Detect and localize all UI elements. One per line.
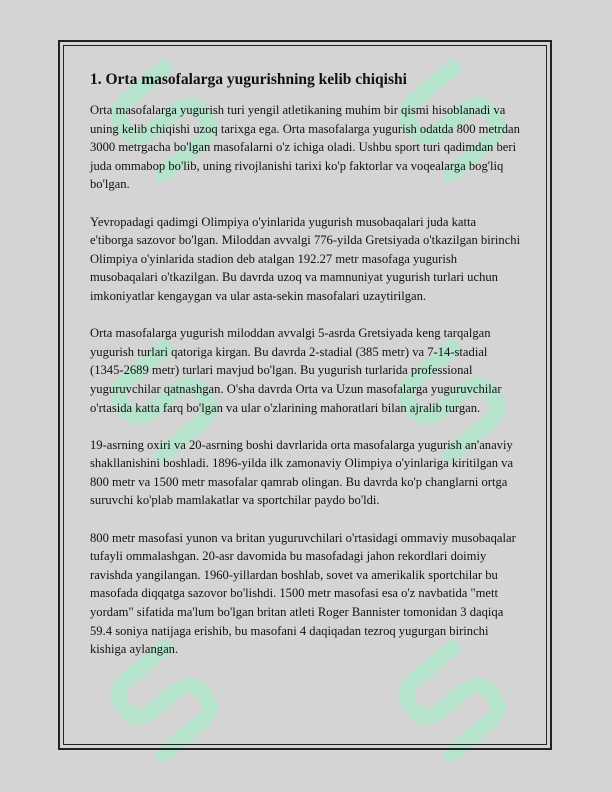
paragraph-1: Orta masofalarga yugurish turi yengil atletikaning muhim bir qismi hisoblanadi va uning kelib chiqishi uzoq tarixga ega. Orta masofalarga yugurish odatda 800 metrdan 3000 metrgacha bo'lgan masofalarni o'z ichiga oladi. Ushbu sport turi qadimdan beri juda ommabop bo'lib, uning rivojlanishi tarixi ko'p faktorlar va voqealarga bog'liq bo'lgan. (90, 103, 520, 192)
section-title: 1. Orta masofalarga yugurishning kelib chiqishi (90, 71, 407, 88)
paragraph-5: 800 metr masofasi yunon va britan yuguruvchilari o'rtasidagi ommaviy musobaqalar tufayli ommalashgan. 20-asr davomida bu masofadagi jahon rekordlari doimiy ravishda yangilangan. 1960-yillardan boshlab, sovet va amerikalik sportchilar bu masofada diqqatga sazovor bo'lishdi. 1500 metr masofasi esa o'z navbatida "mett yordam" sifatida ma'lum bo'lgan britan atleti Roger Bannister tomonidan 3 daqiqa 59.4 soniya natijaga erishib, bu masofani 4 daqiqadan tezroq yugurgan birinchi kishiga aylangan. (90, 530, 516, 657)
document-body (90, 70, 522, 677)
paragraph-4: 19-asrning oxiri va 20-asrning boshi davrlarida orta masofalarga yugurish an'anaviy shakllanishini boshladi. 1896-yilda ilk zamonaviy Olimpiya o'yinlariga kiritilgan va 800 metr va 1500 metr masofalar qamrab olingan. Bu davrda ko'p changlarni ortga suruvchi ko'plab mamlakatlar va sportchilar paydo bo'ldi. (90, 437, 514, 508)
paragraph-2: Yevropadagi qadimgi Olimpiya o'yinlarida yugurish musobaqalari juda katta e'tiborga sazovor bo'lgan. Miloddan avvalgi 776-yilda Gretsiyada o'tkazilgan birinchi Olimpiya o'yinlarida stadion deb atalgan 192.27 metr masofaga yugurish musobaqalari o'tkazilgan. Bu davrda uzoq va mamnuniyat yugurish turlari uchun imkoniyatlar kengaygan va ular asta-sekin masofalari uzaytirilgan. (90, 214, 521, 303)
paragraph-3: Orta masofalarga yugurish miloddan avvalgi 5-asrda Gretsiyada keng tarqalgan yugurish turlari qatoriga kirgan. Bu davrda 2-stadial (385 metr) va 7-14-stadial (1345-2689 metr) turlari mavjud bo'lgan. Bu yugurish turlarida professional yuguruvchilar qatnashgan. O'sha davrda Orta va Uzun masofalarga yuguruvchilar o'rtasida katta farq bo'lgan va ular o'zlarining mahoratlari bilan ajralib turgan. (90, 326, 502, 415)
